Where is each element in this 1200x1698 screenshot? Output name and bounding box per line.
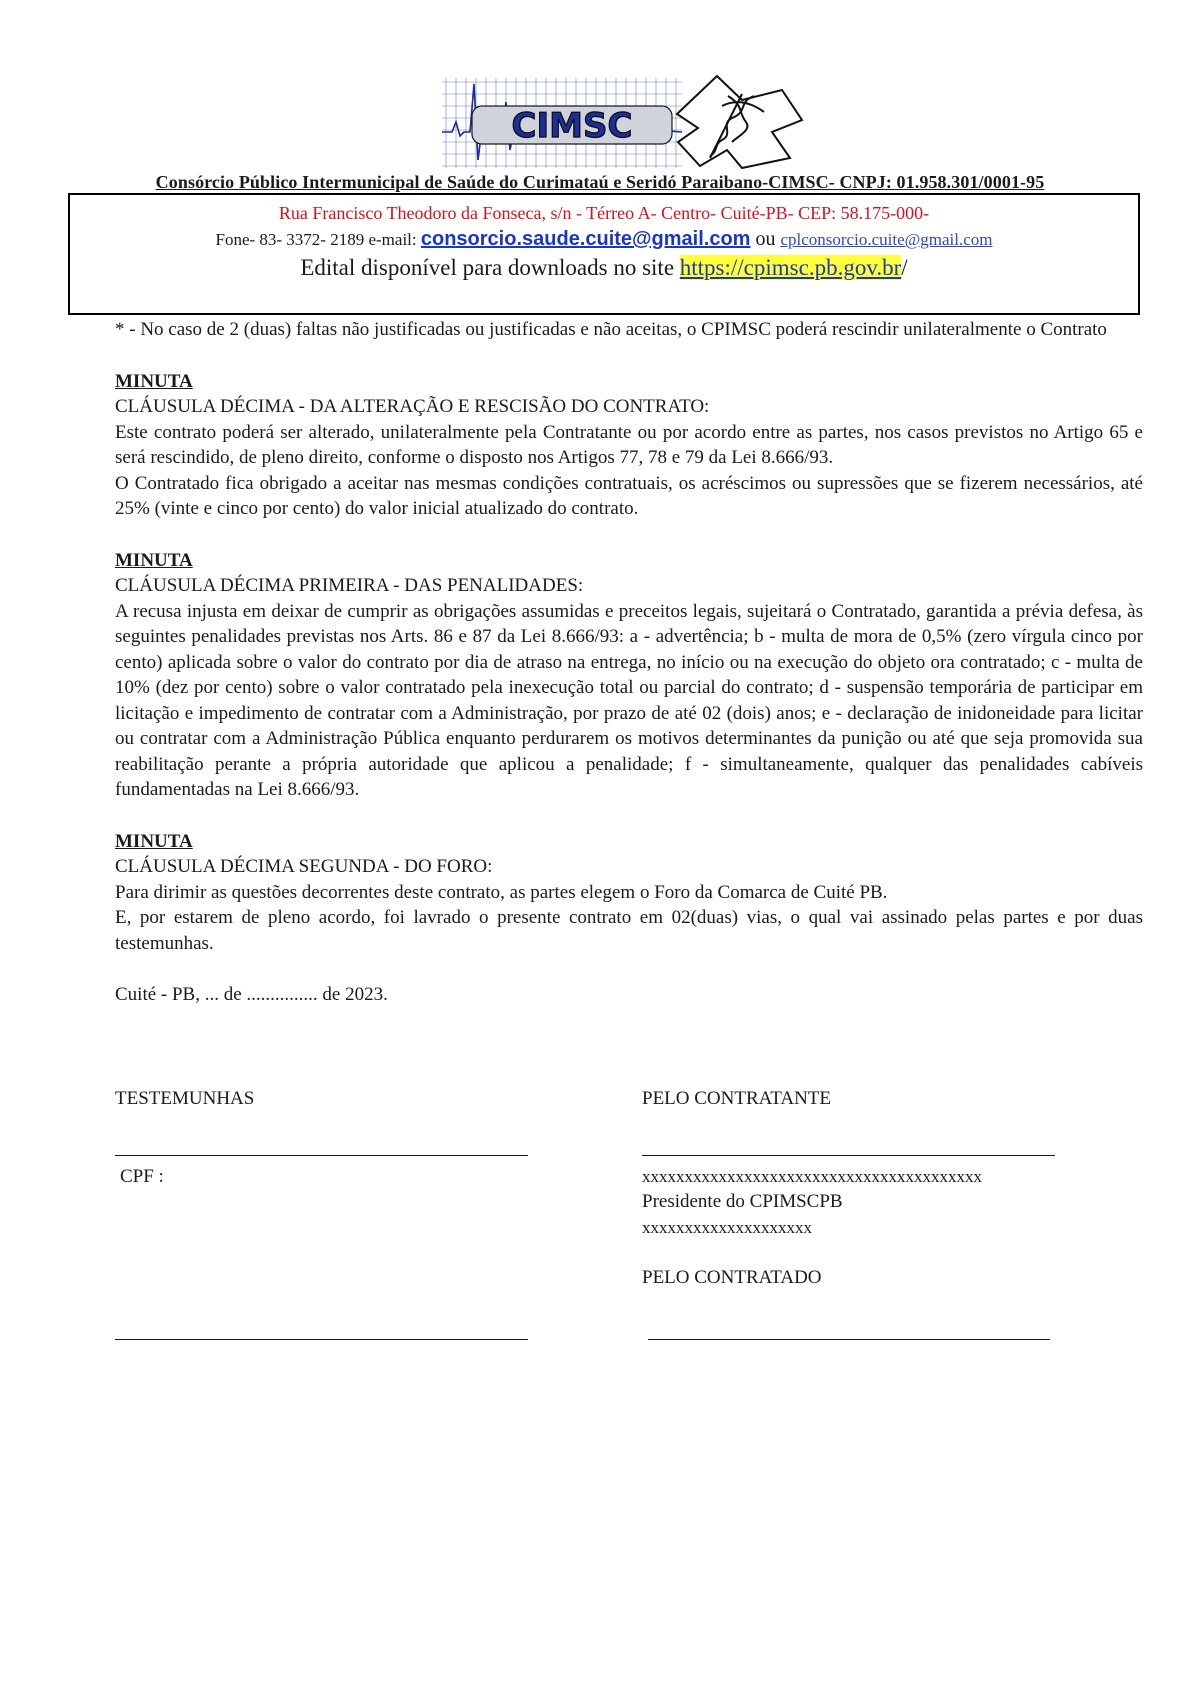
org-name: Consórcio Público Intermunicipal de Saúde do Curimataú e Seridó Paraibano-CIMSC- CNPJ: 01.958.301/0001-95 bbox=[155, 172, 1045, 192]
edital-line bbox=[70, 255, 1138, 281]
contract-body bbox=[115, 317, 1143, 1008]
contratante-label: PELO CONTRATANTE bbox=[642, 1088, 831, 1109]
clause-title: CLÁUSULA DÉCIMA SEGUNDA - DO FORO: bbox=[115, 856, 493, 877]
witness-signature-line bbox=[115, 1155, 528, 1156]
contratante-id: xxxxxxxxxxxxxxxxxxxx bbox=[642, 1218, 812, 1237]
email-secondary-link[interactable]: cplconsorcio.cuite@gmail.com bbox=[780, 230, 993, 249]
email-primary-link[interactable]: consorcio.saude.cuite@gmail.com bbox=[420, 228, 751, 250]
witnesses-label: TESTEMUNHAS bbox=[115, 1088, 255, 1109]
contratado-signature-line bbox=[648, 1339, 1050, 1340]
contratante-role: Presidente do CPIMSCPB bbox=[642, 1191, 843, 1212]
clause-paragraph: E, por estarem de pleno acordo, foi lavrado o presente contrato em 02(duas) vias, o qual vai assinado pelas partes e por duas testemunhas. bbox=[115, 907, 1143, 954]
site-link[interactable]: https://cpimsc.pb.gov.br bbox=[679, 255, 902, 280]
minuta-label: MINUTA bbox=[115, 370, 193, 392]
address: Rua Francisco Theodoro da Fonseca, s/n - Térreo A- Centro- Cuité-PB- CEP: 58.175-000- bbox=[278, 203, 930, 223]
contratado-label: PELO CONTRATADO bbox=[642, 1267, 822, 1288]
clause-paragraph: O Contratado fica obrigado a aceitar nas mesmas condições contratuais, os acréscimos ou supressões que se fizerem necessários, até 25% (vinte e cinco por cento) do valor inicial atualizado do contrato. bbox=[115, 472, 1143, 519]
site-suffix: / bbox=[901, 255, 908, 280]
phone-prefix: Fone- 83- 3372- 2189 e-mail: bbox=[215, 230, 421, 249]
edital-prefix: Edital disponível para downloads no site bbox=[300, 255, 680, 280]
date-line: Cuité - PB, ... de ............... de 2023. bbox=[115, 984, 388, 1005]
clause-title: CLÁUSULA DÉCIMA PRIMEIRA - DAS PENALIDADES: bbox=[115, 575, 584, 596]
clause-paragraph: Para dirimir as questões decorrentes deste contrato, as partes elegem o Foro da Comarca de Cuité PB. bbox=[115, 881, 888, 903]
cimsc-logo bbox=[442, 72, 822, 172]
clause-title: CLÁUSULA DÉCIMA - DA ALTERAÇÃO E RESCISÃO DO CONTRATO: bbox=[115, 396, 710, 417]
contact-line bbox=[70, 228, 1138, 251]
witness-signature-line-2 bbox=[115, 1339, 528, 1340]
contact-box bbox=[68, 193, 1140, 315]
clause-paragraph: Este contrato poderá ser alterado, unilateralmente pela Contratante ou por acordo entre as partes, nos casos previstos no Artigo 65 e será rescindido, de pleno direito, conforme o disposto nos Artigos 77, 78 e 79 da Lei 8.666/93. bbox=[115, 421, 1143, 468]
clause-paragraph: A recusa injusta em deixar de cumprir as obrigações assumidas e preceitos legais, sujeitará o Contratado, garantida a prévia defesa, às seguintes penalidades previstas nos Arts. 86 e 87 da Lei 8.666/93: a - advertência; b - multa de mora de 0,5% (zero vírgula cinco por cento) aplicada sobre o valor do contrato por dia de atraso na entrega, no início ou na execução do objeto ora contratado; c - multa de 10% (dez por cento) sobre o valor contratado pela inexecução total ou parcial do contrato; d - suspensão temporária de participar em licitação e impedimento de contratar com a Administração, por prazo de até 02 (dois) anos; e - declaração de inidoneidade para licitar ou contratar com a Administração Pública enquanto perdurarem os motivos determinantes da punição ou até que seja promovida sua reabilitação perante a própria autoridade que aplicou a penalidade; f - simultaneamente, qualquer das penalidades cabíveis fundamentadas na Lei 8.666/93. bbox=[115, 600, 1143, 800]
cross-shape bbox=[677, 76, 802, 168]
email-separator: ou bbox=[750, 228, 781, 250]
cpf-label: CPF : bbox=[120, 1166, 164, 1187]
minuta-label: MINUTA bbox=[115, 830, 193, 852]
contratante-name: xxxxxxxxxxxxxxxxxxxxxxxxxxxxxxxxxxxxxxxx bbox=[642, 1167, 982, 1186]
contratante-signature-line bbox=[642, 1155, 1055, 1156]
intro-note: * - No caso de 2 (duas) faltas não justificadas ou justificadas e não aceitas, o CPIMSC poderá rescindir unilateralmente o Contrato bbox=[115, 319, 1107, 340]
logo-text: CIMSC bbox=[511, 106, 633, 146]
minuta-label: MINUTA bbox=[115, 549, 193, 571]
